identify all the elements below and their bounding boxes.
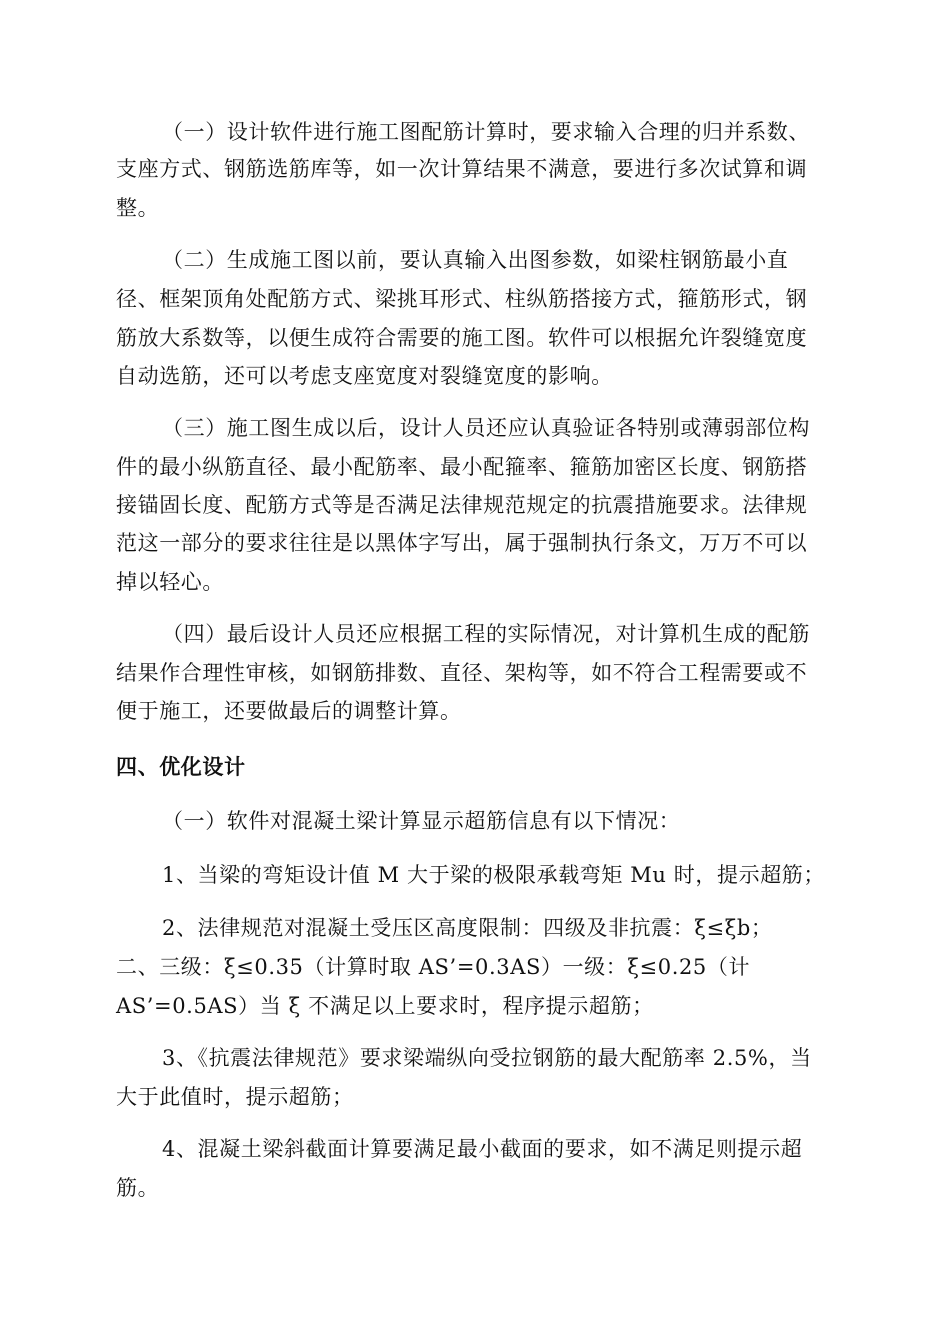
paragraph-6-line-1: 1、当梁的弯矩设计值 M 大于梁的极限承载弯矩 Mu 时，提示超筋；: [162, 863, 825, 887]
paragraph-2-line-1: （二）生成施工图以前，要认真输入出图参数，如梁柱钢筋最小直: [162, 248, 789, 272]
paragraph-3-line-4: 范这一部分的要求往往是以黑体字写出，属于强制执行条文，万万不可以: [116, 531, 808, 555]
paragraph-1-line-2: 支座方式、钢筋选筋库等，如一次计算结果不满意，要进行多次试算和调: [116, 157, 808, 181]
paragraph-8-line-2: 大于此值时，提示超筋；: [116, 1085, 354, 1109]
paragraph-9-line-2: 筋。: [116, 1176, 160, 1200]
paragraph-5-line-1: （一）软件对混凝土梁计算显示超筋信息有以下情况：: [162, 809, 681, 833]
section-heading: 四、优化设计: [116, 755, 246, 779]
paragraph-1-line-1: （一）设计软件进行施工图配筋计算时，要求输入合理的归并系数、: [162, 120, 810, 144]
paragraph-7-line-1: 2、法律规范对混凝土受压区高度限制：四级及非抗震：ξ≤ξb；: [162, 916, 773, 940]
paragraph-4-line-3: 便于施工，还要做最后的调整计算。: [116, 699, 462, 723]
paragraph-9-line-1: 4、混凝土梁斜截面计算要满足最小截面的要求，如不满足则提示超: [162, 1137, 803, 1161]
paragraph-7-line-2: 二、三级：ξ≤0.35（计算时取 AS’=0.3AS）一级：ξ≤0.25（计: [116, 955, 751, 979]
paragraph-3-line-2: 件的最小纵筋直径、最小配筋率、最小配箍率、箍筋加密区长度、钢筋搭: [116, 455, 808, 479]
paragraph-3-line-3: 接锚固长度、配筋方式等是否满足法律规范规定的抗震措施要求。法律规: [116, 493, 808, 517]
paragraph-3-line-5: 掉以轻心。: [116, 570, 224, 594]
paragraph-1-line-3: 整。: [116, 196, 160, 220]
paragraph-7-line-3: AS’=0.5AS）当 ξ 不满足以上要求时，程序提示超筋；: [116, 994, 654, 1018]
paragraph-2-line-3: 筋放大系数等，以便生成符合需要的施工图。软件可以根据允许裂缝宽度: [116, 326, 808, 350]
paragraph-2-line-2: 径、框架顶角处配筋方式、梁挑耳形式、柱纵筋搭接方式，箍筋形式，钢: [116, 287, 808, 311]
paragraph-8-line-1: 3、《抗震法律规范》要求梁端纵向受拉钢筋的最大配筋率 2.5%，当: [162, 1046, 812, 1070]
paragraph-3-line-1: （三）施工图生成以后，设计人员还应认真验证各特别或薄弱部位构: [162, 416, 810, 440]
paragraph-4-line-1: （四）最后设计人员还应根据工程的实际情况，对计算机生成的配筋: [162, 622, 810, 646]
paragraph-4-line-2: 结果作合理性审核，如钢筋排数、直径、架构等，如不符合工程需要或不: [116, 661, 808, 685]
paragraph-2-line-4: 自动选筋，还可以考虑支座宽度对裂缝宽度的影响。: [116, 364, 613, 388]
